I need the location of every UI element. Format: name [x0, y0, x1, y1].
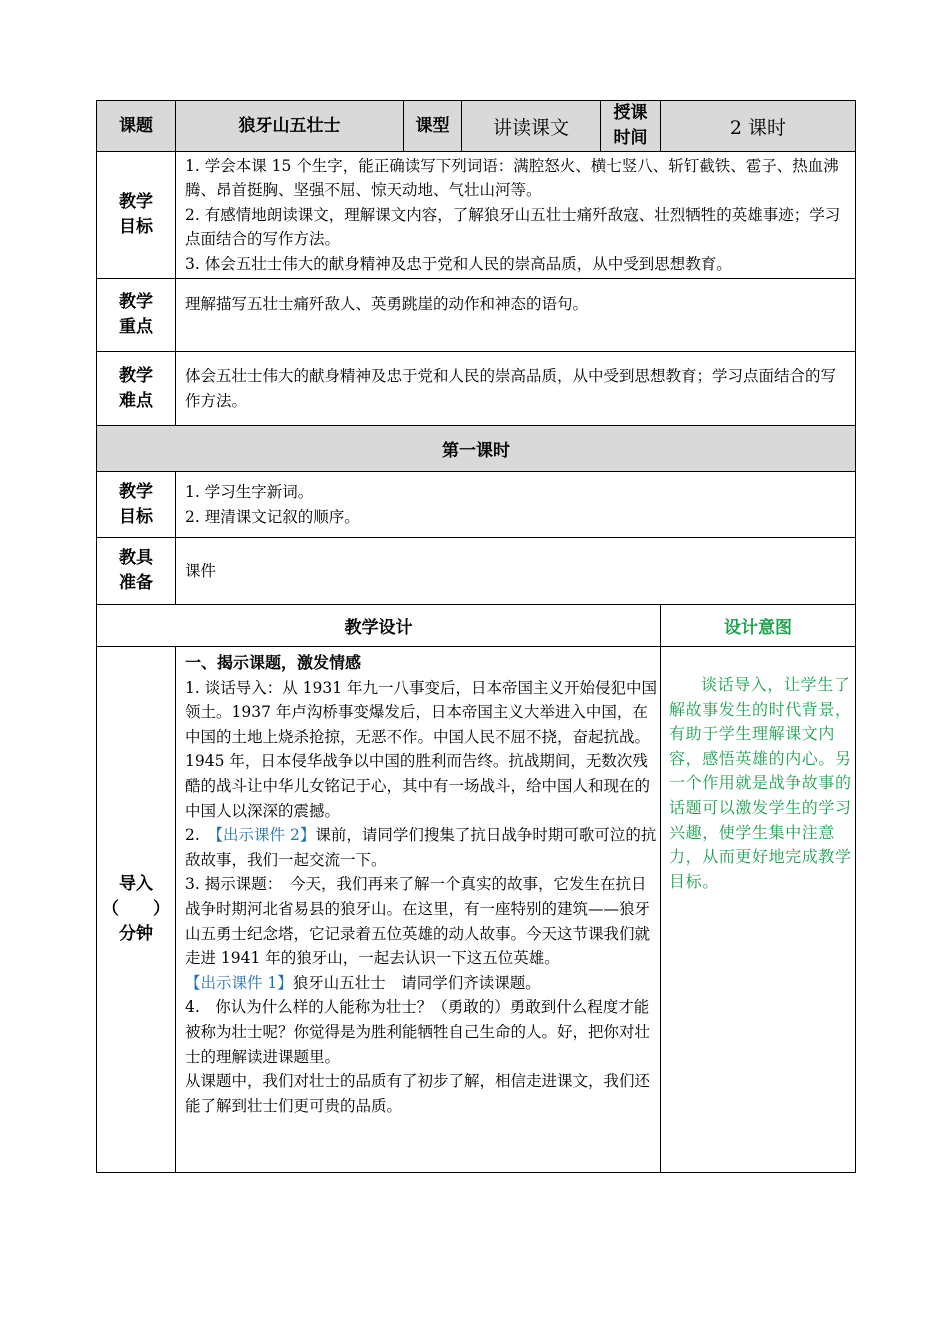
intro-label-line3: 分钟: [119, 924, 153, 944]
hours-label-line1: 授课: [613, 103, 648, 123]
focus-content: [176, 279, 856, 352]
goals-label: [97, 152, 176, 279]
intro-content: [176, 647, 661, 1173]
goal-item: 2. 有感情地朗读课文，理解课文内容，了解狼牙山五壮士痛歼敌寇、壮烈牺牲的英雄事迹；学习点面结合的写作方法。: [185, 205, 841, 249]
topic-value: 狼牙山五壮士: [176, 101, 404, 152]
tools-text: 课件: [185, 561, 217, 580]
intro-paragraph-2: [185, 823, 660, 872]
courseware-tag: 【出示课件 1】: [185, 973, 293, 992]
difficulty-text: 体会五壮士伟大的献身精神及忠于党和人民的崇高品质，从中受到思想教育；学习点面结合的写作方法。: [185, 366, 837, 410]
period-goals-label-line2: 目标: [119, 506, 153, 527]
tools-content: [176, 538, 856, 605]
lesson-plan-table: [96, 100, 856, 1173]
goals-label-line2: 目标: [119, 217, 153, 237]
type-value: 讲读课文: [462, 101, 601, 152]
hours-value: 2 课时: [661, 101, 856, 152]
intro-row: [97, 647, 856, 1173]
intro-label-line2: （ ）: [102, 899, 170, 919]
intro-paragraph-5: 4. 你认为什么样的人能称为壮士？（勇敢的）勇敢到什么程度才能被称为壮士呢？你觉得是为胜利能牺牲自己生命的人。好，把你对壮士的理解读进课题里。: [185, 998, 651, 1066]
goals-label-line1: 教学: [119, 192, 153, 212]
period-title: 第一课时: [97, 426, 856, 472]
goal-item: 1. 学会本课 15 个生字，能正确读写下列词语：满腔怒火、横七竖八、斩钉截铁、雹子、热血沸腾、昂首挺胸、坚强不屈、惊天动地、气壮山河等。: [185, 156, 839, 200]
design-header-left: 教学设计: [97, 605, 661, 647]
focus-label: [97, 279, 176, 352]
period-goals-label-line1: 教学: [119, 481, 153, 502]
header-row: [97, 101, 856, 152]
difficulty-label-line1: 教学: [119, 365, 153, 386]
goals-content: [176, 152, 856, 279]
difficulty-label: [97, 352, 176, 426]
period-goals-label: [97, 472, 176, 538]
design-header-row: [97, 605, 856, 647]
intro-heading: 一、揭示课题，激发情感: [185, 653, 362, 672]
tools-label-line1: 教具: [119, 548, 153, 568]
design-header-right: 设计意图: [661, 605, 856, 647]
intro-paragraph-6: 从课题中，我们对壮士的品质有了初步了解，相信走进课文，我们还能了解到壮士们更可贵的品质。: [185, 1072, 651, 1115]
intro-paragraph-4: [185, 971, 660, 996]
period-goals-content: [176, 472, 856, 538]
difficulty-row: [97, 352, 856, 426]
tools-label: [97, 538, 176, 605]
type-label: 课型: [404, 101, 462, 152]
intro-paragraph-1: 1. 谈话导入：从 1931 年九一八事变后，日本帝国主义开始侵犯中国领土。1937 年卢沟桥事变爆发后，日本帝国主义大举进入中国，在中国的土地上烧杀抢掠，无恶不作。中国人民不屈不挠，奋起抗战。1945 年，日本侵华战争以中国的胜利而告终。抗战期间，无数次残酷的战斗让中华儿女铭记于心，其中有一场战斗，给中国人和现在的中国人以深深的震撼。: [185, 678, 658, 820]
focus-label-line1: 教学: [119, 292, 153, 312]
difficulty-label-line2: 难点: [119, 390, 153, 411]
hours-label: [601, 101, 661, 152]
intro-label-line1: 导入: [119, 874, 153, 894]
intro-p2-text: 课前，请同学们搜集了抗日战争时期可歌可泣的抗敌故事，我们一起交流一下。: [185, 826, 657, 869]
focus-row: [97, 279, 856, 352]
courseware-tag: 【出示课件 2】: [215, 826, 316, 845]
period-goals-row: [97, 472, 856, 538]
period-goal-item: 1. 学习生字新词。: [185, 482, 314, 501]
intro-p2-prefix: 2.: [185, 826, 216, 845]
intro-design-intent: 谈话导入，让学生了解故事发生的时代背景，有助于学生理解课文内容，感悟英雄的内心。另一个作用就是战争故事的话题可以激发学生的学习兴趣，使学生集中注意力，从而更好地完成教学目标。: [661, 647, 856, 1173]
tools-label-line2: 准备: [119, 573, 153, 593]
focus-text: 理解描写五壮士痛歼敌人、英勇跳崖的动作和神态的语句。: [185, 294, 589, 313]
goals-row: [97, 152, 856, 279]
topic-label: 课题: [97, 101, 176, 152]
period-goal-item: 2. 理清课文记叙的顺序。: [185, 507, 360, 526]
tools-row: [97, 538, 856, 605]
intro-paragraph-3: 3. 揭示课题： 今天，我们再来了解一个真实的故事，它发生在抗日战争时期河北省易县的狼牙山。在这里，有一座特别的建筑——狼牙山五勇士纪念塔，它记录着五位英雄的动人故事。今天这节课我们就走进 1941 年的狼牙山，一起去认识一下这五位英雄。: [185, 875, 651, 968]
intro-p4-text: 狼牙山五壮士 请同学们齐读课题。: [292, 973, 541, 992]
period-row: [97, 426, 856, 472]
intro-label: [97, 647, 176, 1173]
goal-item: 3. 体会五壮士伟大的献身精神及忠于党和人民的崇高品质，从中受到思想教育。: [185, 254, 732, 273]
hours-label-line2: 时间: [613, 128, 648, 148]
focus-label-line2: 重点: [119, 317, 153, 337]
difficulty-content: [176, 352, 856, 426]
